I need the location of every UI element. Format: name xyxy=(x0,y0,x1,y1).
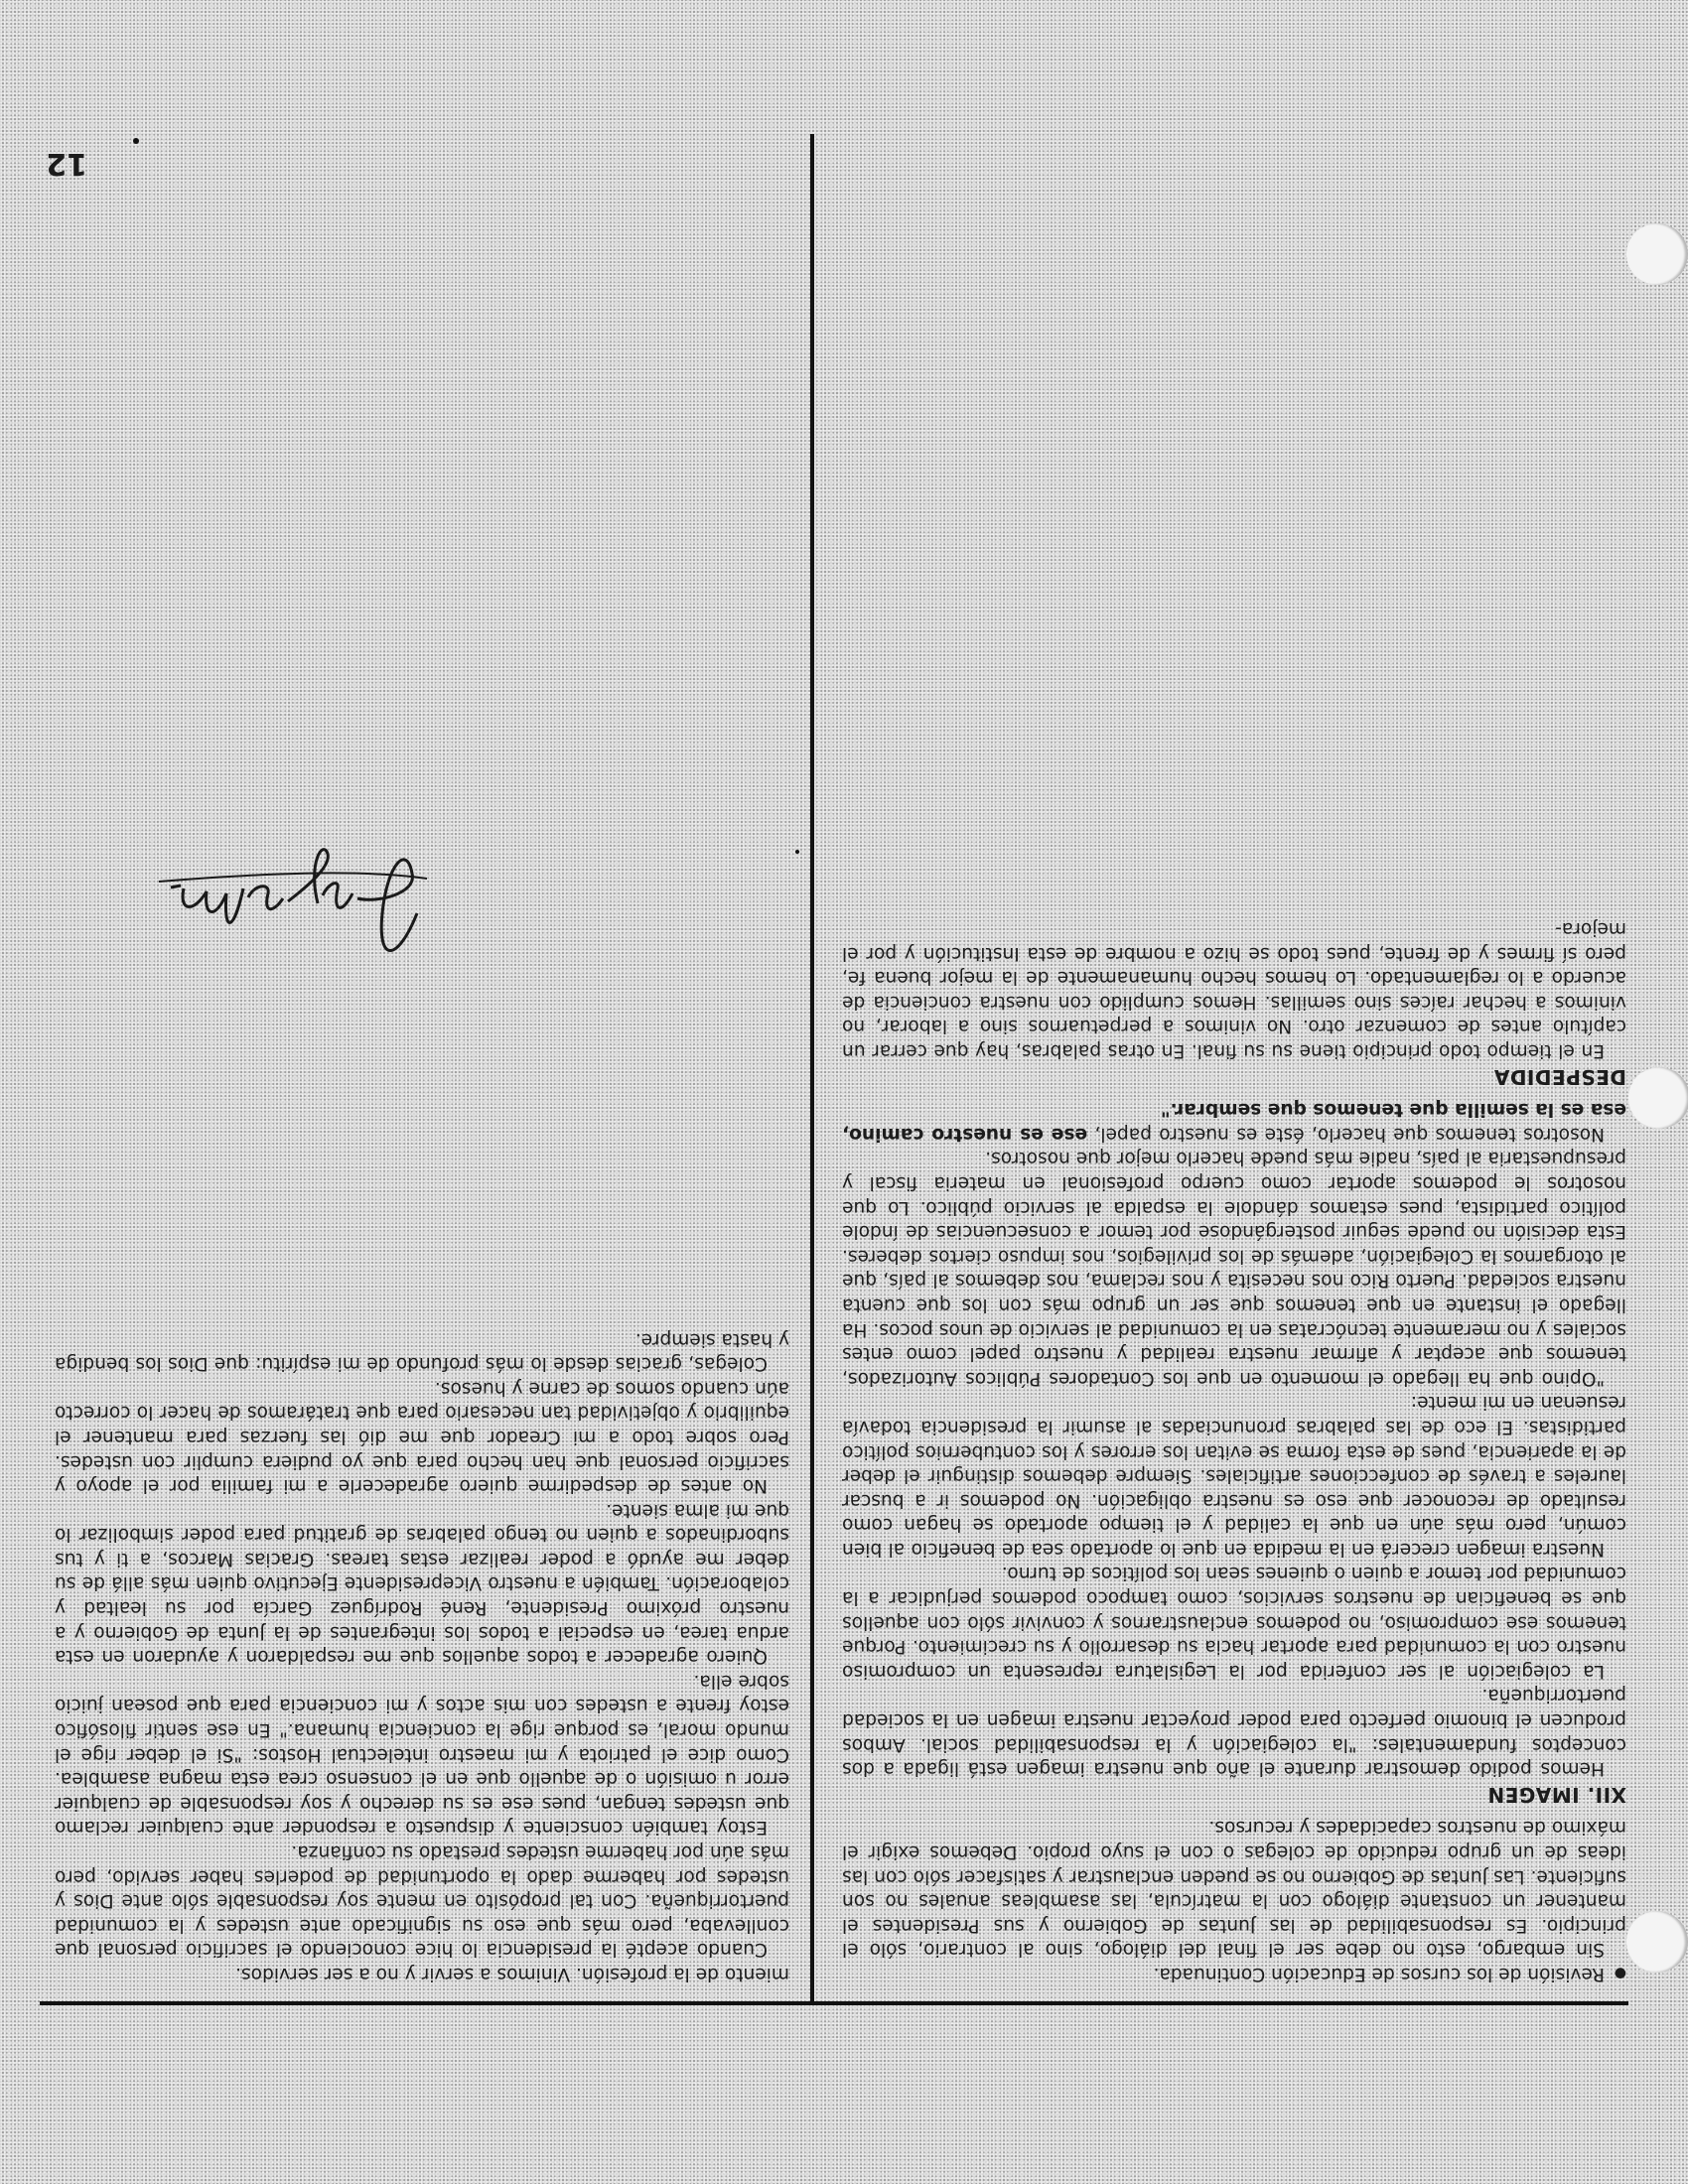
paragraph-agradecer: Quiero agradecer a todos aquellos que me respaldaron y ayudaron en esta ardua tarea, en especial a todos los integrantes de la Junta de Gobierno y a nuestro próximo Presidente, René Rodríguez García por su lealtad y colaboración. También a nuestro Vicepresidente Ejecutivo quien más allá de su deber me ayudó a poder realizar estas tareas. Gracias Marcos, a ti y tus subordinados a quien no tengo palabras de gratitud para poder simbolizar lo que mi alma siente. xyxy=(55,1499,789,1668)
scan-speck xyxy=(795,850,799,854)
paragraph-responder: Estoy también consciente y dispuesto a responder ante cualquier reclamo que ustedes tengan, pues ese es su derecho y soy responsable de cualquier error u omisión o de aquello que en el consenso crea esta magna asamblea. Como dice el patriota y mi maestro intelectual Hostos: "Si el deber rige el mundo moral, es porque rige la conciencia humana." En ese sentir filosófico estoy frente a ustedes con mis actos y mi conciencia para que posean juicio sobre ella. xyxy=(55,1670,789,1839)
paragraph-imagen-1: Hemos podido demostrar durante el año que nuestra imagen está ligada a dos conceptos fundamentales: "la colegiación y la responsabilidad social. Ambos producen el binomio perfecto para poder proyectar nuestra imagen en la sociedad puertorriqueña. xyxy=(842,1685,1626,1780)
paragraph-imagen-4: "Opino que ha llegado el momento en que los Contadores Públicos Autorizados, tenemos que aceptar y afirmar nuestra realidad y nuestro papel como entes sociales y no meramente tecnócratas en la comunidad al servicio de unos pocos. Ha llegado el instante en que tenemos que ser un grupo más con los que cuenta nuestra sociedad. Puerto Rico nos necesita y nos reclama, nos debemos al país, que al otorgarnos la Colegiación, además de los privilegios, nos impuso ciertos deberes. Esta decisión no puede seguir postergándose por temor a consecuencias de índole político partidista, pues estamos dándole la espalda al servicio público. Lo que nosotros le podemos aportar como cuerpo profesional en materia fiscal y presupuestaria al país, nadie más puede hacerlo mejor que nosotros. xyxy=(842,1148,1626,1389)
left-column xyxy=(842,915,1626,1985)
scan-speck xyxy=(133,138,139,144)
right-column xyxy=(55,1326,789,1985)
paragraph-imagen-5-bold: ese es nuestro camino, esa es la semilla que tenemos que sembrar." xyxy=(842,1099,1626,1145)
paragraph-imagen-5 xyxy=(842,1097,1626,1146)
paragraph-continuation: miento de la profesión. Vinimos a servir y no a ser servidos. xyxy=(235,1964,789,1984)
column-divider xyxy=(810,134,814,2005)
paragraph-colegas: Colegas, gracias desde lo más profundo de mi espíritu: que Dios los bendiga y hasta siempre. xyxy=(55,1328,789,1375)
paragraph-familia: No antes de despedirme quiero agradecerle a mi familia por el apoyo y sacrificio personal que han hecho para que yo pudiera cumplir con ustedes. Pero sobre todo a mi Creador que me dió las fuerzas para mantener el equilibrio y objetividad tan necesario para que tratáramos de hacer lo correcto aún cuando somos de carne y huesos. xyxy=(55,1377,789,1497)
paragraph-presidencia: Cuando acepté la presidencia lo hice conociendo el sacrificio personal que conllevaba, pero más que eso su significado ante ustedes y la comunidad puertorriqueña. Con tal propósito en mente soy responsable sólo ante Dios y ustedes por haberme dado la oportunidad de poderles haber servido, pero más aún por haberme ustedes prestado su confianza. xyxy=(55,1842,789,1961)
top-rule xyxy=(40,2001,1628,2005)
paragraph-imagen-5-plain: Nosotros tenemos que hacerlo, éste es nuestro papel, xyxy=(1094,1123,1605,1145)
paragraph-dialogo: Sin embargo, esto no debe ser el final del diálogo, sino al contrario, sólo el principio. Es responsabilidad de las Juntas de Gobierno y sus Presidentes el mantener un constante diálogo con la matrícula, las asambleas anuales no son suficiente. Las Juntas de Gobierno no se pueden enclaustrar y satisfacer sólo con las ideas de un grupo reducido de colegas o con el suyo propio. Debemos exigir el máximo de nuestros capacidades y recursos. xyxy=(842,1817,1626,1961)
paragraph-imagen-2: La colegiación al ser conferida por la Legislatura representa un compromiso nuestro con la comunidad para aportar hacia su desarrollo y su crecimiento. Porque tenemos ese compromiso, no podemos enclaustrarnos y convivir sólo con aquellos que se benefician de nuestros servicios, como tampoco podemos perjudicar a la comunidad por temor a quien o quienes sean los políticos de turno. xyxy=(842,1563,1626,1682)
paragraph-despedida: En el tiempo todo principio tiene su su final. En otras palabras, hay que cerrar un capítulo antes de comenzar otro. No vinimos a perpetuarnos sino a laborar, no vinimos a hechar raíces sino semillas. Hemos cumplido con nuestra conciencia de acuerdo a lo reglamentado. Lo hemos hecho humanamente de la mejor buena fe, pero sí firmes y de frente, pues todo se hizo a nombre de esta Institución y por el mejora- xyxy=(842,918,1626,1062)
heading-imagen: XII. IMAGEN xyxy=(1486,1782,1626,1807)
paragraph-imagen-3: Nuestra imagen crecerá en la medida en que lo aportado sea de beneficio al bien común, pero más aún en que la calidad y el tiempo aportado se hagan como resultado de reconocer que eso es nuestra obligación. No podemos ir a buscar laureles a través de confecciones artificiales. Siempre debemos distinguir el deber de la apariencia, pues de esta forma se evitan los errores y los contubernios político partidistas. El eco de las palabras pronunciadas al asumir la presidencia todavía resuenan en mi mente: xyxy=(842,1392,1626,1560)
handwritten-signature xyxy=(149,834,437,973)
heading-despedida: DESPEDIDA xyxy=(1493,1064,1626,1089)
page-number: 12 xyxy=(46,146,87,181)
bullet-item: ● Revisión de los cursos de Educación Continuada. xyxy=(842,1961,1626,1985)
